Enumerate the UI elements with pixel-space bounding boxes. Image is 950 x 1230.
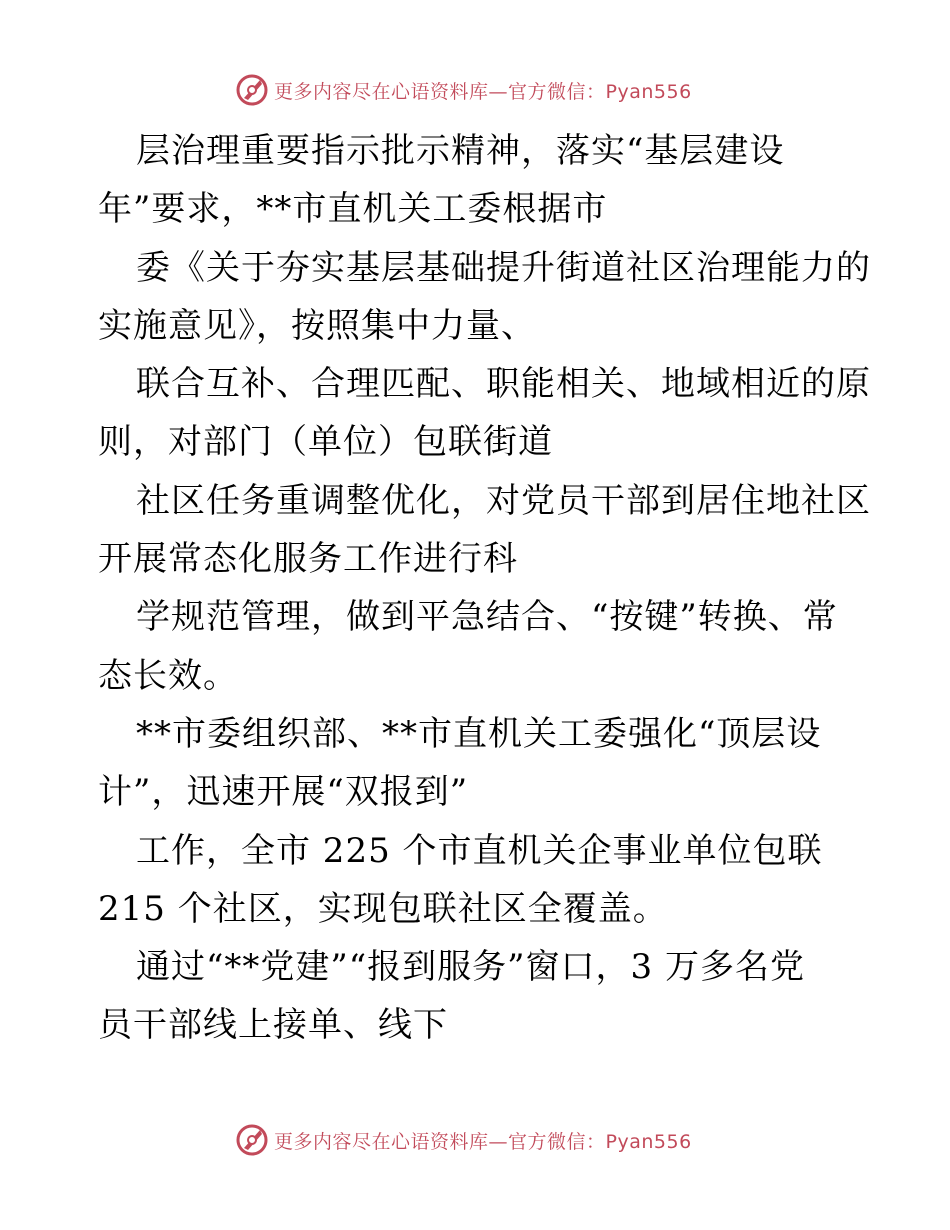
footer-banner-text: 更多内容尽在心语资料库—官方微信：Pyan556	[274, 1130, 692, 1153]
text-line: 员干部线上接单、线下	[98, 1005, 448, 1046]
text-line: 联合互补、合理匹配、职能相关、地域相近的原	[136, 364, 871, 405]
text-line: 则，对部门（单位）包联街道	[98, 422, 553, 463]
document-body	[98, 122, 871, 1055]
text-line: 计”，迅速开展“双报到”	[98, 772, 469, 813]
text-line: 社区任务重调整优化，对党员干部到居住地社区	[136, 480, 871, 521]
header-banner	[0, 70, 950, 110]
footer-banner	[0, 1120, 950, 1160]
quill-logo-icon	[234, 1122, 270, 1158]
header-banner-text: 更多内容尽在心语资料库—官方微信：Pyan556	[274, 80, 692, 103]
text-line: 态长效。	[98, 655, 238, 696]
quill-logo-icon	[234, 72, 270, 108]
text-line: 委《关于夯实基层基础提升街道社区治理能力的	[136, 247, 871, 288]
text-line: 年”要求，**市直机关工委根据市	[98, 189, 608, 230]
text-line: **市委组织部、**市直机关工委强化“顶层设	[136, 713, 822, 754]
text-line: 开展常态化服务工作进行科	[98, 539, 518, 580]
text-line: 学规范管理，做到平急结合、“按键”转换、常	[136, 597, 838, 638]
text-line: 层治理重要指示批示精神，落实“基层建设	[136, 131, 785, 171]
text-line: 215 个社区，实现包联社区全覆盖。	[98, 888, 668, 929]
text-line: 实施意见》，按照集中力量、	[98, 305, 536, 346]
text-line: 通过“**党建”“报到服务”窗口，3 万多名党	[136, 947, 805, 988]
text-line: 工作，全市 225 个市直机关企事业单位包联	[136, 830, 823, 871]
